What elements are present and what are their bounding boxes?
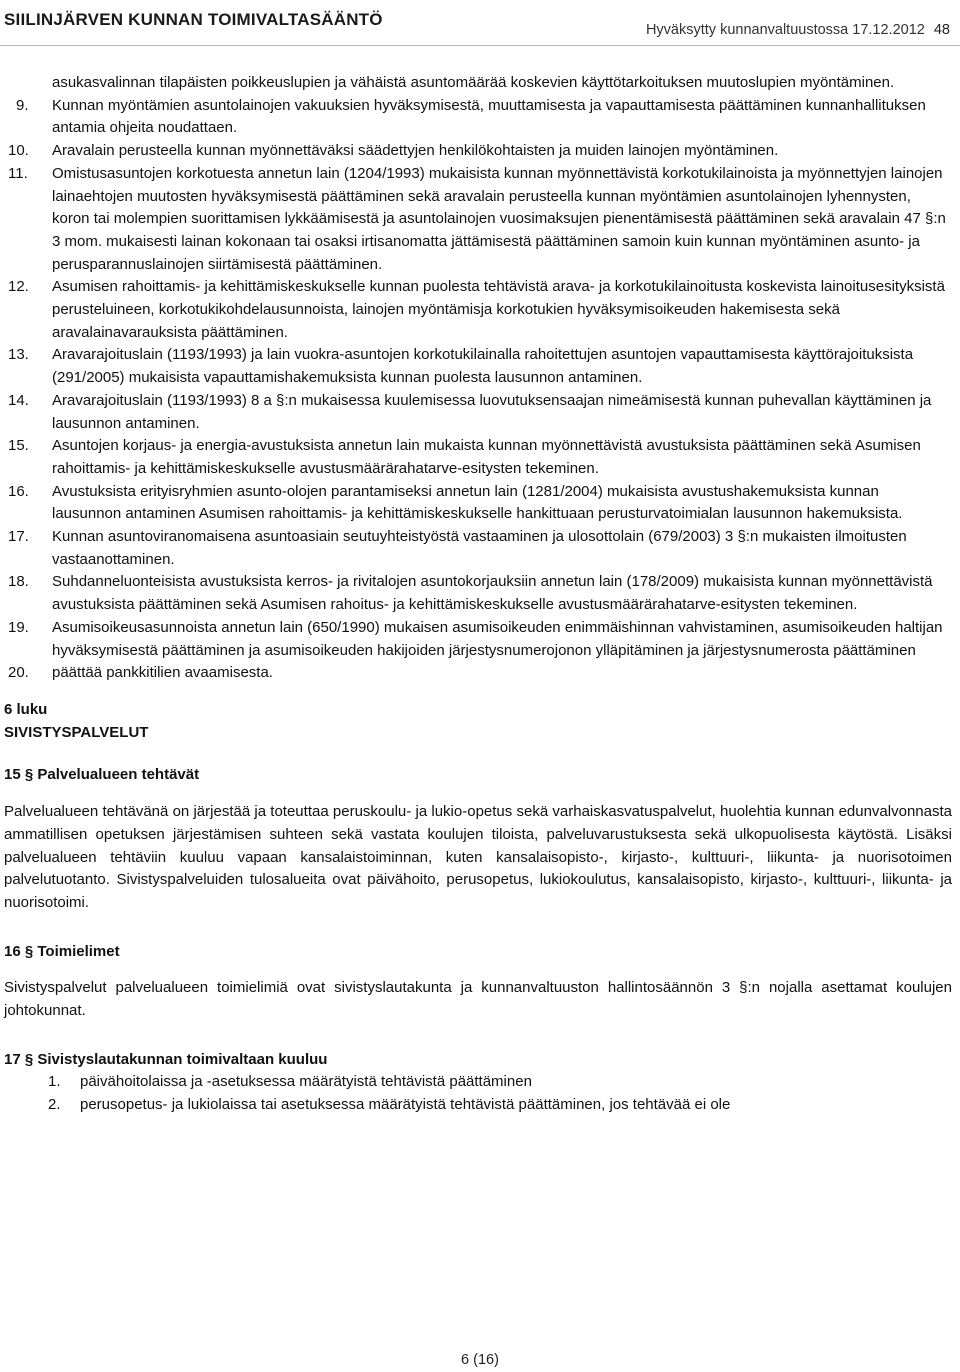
item-text: Suhdanneluonteisista avustuksista kerros- ja rivitalojen asuntokorjauksiin annetun lain (178/2009) mukaisista kunnan myönnettävistä avustuksista päättäminen sekä Asumisen rahoitus- ja kehittämiskeskukselle avustusmäärärahatarve-esitysten tekeminen. bbox=[52, 573, 933, 614]
continued-item-text: asukasvalinnan tilapäisten poikkeuslupien ja vähäistä asuntomäärää koskevien käyttötarkoituksen muutoslupien myöntäminen. bbox=[52, 74, 895, 91]
list-item bbox=[4, 662, 952, 685]
list-item bbox=[4, 276, 952, 344]
item-number: 17. bbox=[8, 528, 29, 546]
approval-info bbox=[646, 22, 950, 38]
list-item bbox=[4, 617, 952, 662]
item-number: 14. bbox=[8, 391, 29, 409]
item-number: 11. bbox=[8, 164, 28, 182]
list-item bbox=[4, 481, 952, 526]
chapter-number: 6 luku bbox=[4, 700, 48, 718]
header-page-number: 48 bbox=[933, 22, 950, 38]
list-item bbox=[4, 344, 952, 389]
section-15-heading: 15 § Palvelualueen tehtävät bbox=[4, 766, 200, 784]
item-number: 13. bbox=[8, 346, 29, 364]
list-item bbox=[4, 163, 952, 277]
list-item bbox=[4, 95, 952, 140]
document-body bbox=[4, 72, 952, 1117]
page-footer-number: 6 (16) bbox=[461, 1352, 499, 1368]
item-number: 18. bbox=[8, 573, 29, 591]
item-text: Omistusasuntojen korkotuesta annetun lain (1204/1993) mukaisista kunnan myönnettävistä korkotukilainoista ja myönnettyjen lainojen lainaehtojen muutosten hyväksymisestä päättäminen sekä aravalain perusteella kunnan myöntämien asuntolainojen lyhennysten, koron tai molempien suorittamisen lykkäämisestä ja asuntolainojen vuosimaksujen pienentämisestä päättäminen sekä aravalain 47 §:n 3 mom. mukaisesti lainan kokonaan tai osaksi irtisanomatta jättämisestä päättäminen samoin kuin kunnan myöntäminen asunto- ja perusparannuslainojen siirtämisestä päättäminen. bbox=[52, 164, 946, 273]
list-item bbox=[4, 140, 952, 163]
section-15-text: Palvelualueen tehtävänä on järjestää ja toteuttaa peruskoulu- ja lukio-opetus sekä varhaiskasvatuspalvelut, huolehtia kunnan edunvalvonnasta ammatillisen opetuksen järjestämisen suhteen sekä vastata koulujen tiloista, palveluvarustuksesta sekä ulkopuolisesta käytöstä. Lisäksi palvelualueen tehtäviin kuuluu vapaan kansalaistoiminnan, kuten kansalaisopisto-, kirjasto-, kulttuuri-, liikunta- ja nuorisotoimen palvelutuotanto. Sivistyspalveluiden tulosalueita ovat päivähoito, perusopetus, lukiokoulutus, kansalaisopisto, kirjasto-, kulttuuri-, liikunta- ja nuorisotoimi. bbox=[4, 803, 952, 911]
item-text: Kunnan asuntoviranomaisena asuntoasiain seutuyhteistyöstä vastaaminen ja ulosottolain (679/2003) 3 §:n mukaisten ilmoitusten vastaanottaminen. bbox=[52, 528, 907, 568]
item-number: 16. bbox=[8, 482, 29, 500]
item-number: 2. bbox=[48, 1096, 61, 1114]
item-text: Aravalain perusteella kunnan myönnettäväksi säädettyjen henkilökohtaisten ja muiden lainojen myöntäminen. bbox=[52, 142, 779, 160]
item-text: Asumisen rahoittamis- ja kehittämiskeskukselle kunnan puolesta tehtävistä arava- ja korkotukilainoitusta koskevista lainoitusesityksistä perusteluineen, korkotukikohdelausunnoista, lainojen myöntämisja korkotukien hyväksymisoikeuden hakemisesta sekä aravalainavarauksista päättäminen. bbox=[52, 278, 945, 341]
page-header bbox=[0, 0, 960, 46]
item-text: Asuntojen korjaus- ja energia-avustuksista annetun lain mukaista kunnan myönnettävistä avustuksista päättäminen sekä Asumisen rahoittamis- ja kehittämiskeskukselle avustusmäärärahatarve-esitysten tekeminen. bbox=[52, 437, 921, 477]
list-item bbox=[4, 390, 952, 435]
section-17-list bbox=[4, 1071, 952, 1116]
item-number: 19. bbox=[8, 618, 29, 636]
item-text: päivähoitolaissa ja -asetuksessa määrätyistä tehtävistä päättäminen bbox=[80, 1073, 532, 1091]
section-16-text: Sivistyspalvelut palvelualueen toimielimiä ovat sivistyslautakunta ja kunnanvaltuuston hallintosäännön 3 §:n nojalla asettamat koulujen johtokunnat. bbox=[4, 979, 952, 1020]
powers-list bbox=[4, 95, 952, 685]
list-item bbox=[4, 526, 952, 571]
item-number: 15. bbox=[8, 437, 29, 455]
item-text: päättää pankkitilien avaamisesta. bbox=[52, 664, 273, 682]
item-number: 9. bbox=[16, 96, 29, 114]
item-number: 10. bbox=[8, 142, 29, 160]
item-number: 12. bbox=[8, 278, 29, 296]
chapter-title: SIVISTYSPALVELUT bbox=[4, 723, 149, 741]
item-text: Avustuksista erityisryhmien asunto-olojen parantamiseksi annetun lain (1281/2004) mukaisista avustushakemuksista kunnan lausunnon antaminen Asumisen rahoittamis- ja kehittämiskeskukselle hankittuaan perusturvatoimialan lausunnon hakemuksista. bbox=[52, 482, 903, 523]
document-title: SIILINJÄRVEN KUNNAN TOIMIVALTASÄÄNTÖ bbox=[4, 10, 383, 29]
item-text: perusopetus- ja lukiolaissa tai asetuksessa määrätyistä tehtävistä päättäminen, jos tehtävää ei ole bbox=[80, 1096, 731, 1114]
item-text: Aravarajoituslain (1193/1993) 8 a §:n mukaisessa kuulemisessa luovutuksensaajan nimeämisestä kunnan puhevallan käyttäminen ja lausunnon antaminen. bbox=[52, 391, 932, 432]
item-text: Asumisoikeusasunnoista annetun lain (650/1990) mukaisen asumisoikeuden enimmäishinnan vahvistaminen, asumisoikeuden haltijan hyväksymisestä päättäminen ja asumisoikeuden hakijoiden järjestysnumerojonon ylläpitäminen ja järjestysnumerosta päättäminen bbox=[52, 618, 943, 659]
list-item bbox=[4, 571, 952, 616]
section-17-heading: 17 § Sivistyslautakunnan toimivaltaan kuuluu bbox=[4, 1050, 328, 1068]
section-16-heading: 16 § Toimielimet bbox=[4, 942, 120, 960]
list-item bbox=[4, 435, 952, 480]
approval-date: Hyväksytty kunnanvaltuustossa 17.12.2012 bbox=[645, 22, 925, 38]
list-item bbox=[4, 1071, 952, 1094]
item-text: Aravarajoituslain (1193/1993) ja lain vuokra-asuntojen korkotukilainalla rahoitettujen asuntojen vapauttamisesta käyttörajoituksista (291/2005) mukaisista vapauttamishakemuksista kunnan puolesta lausunnon antaminen. bbox=[52, 346, 914, 387]
item-number: 1. bbox=[48, 1073, 61, 1091]
list-item bbox=[4, 1094, 952, 1117]
item-number: 20. bbox=[8, 664, 29, 682]
item-text: Kunnan myöntämien asuntolainojen vakuuksien hyväksymisestä, muuttamisesta ja vapauttamisesta päättäminen kunnanhallituksen antamia ohjeita noudattaen. bbox=[52, 96, 926, 137]
